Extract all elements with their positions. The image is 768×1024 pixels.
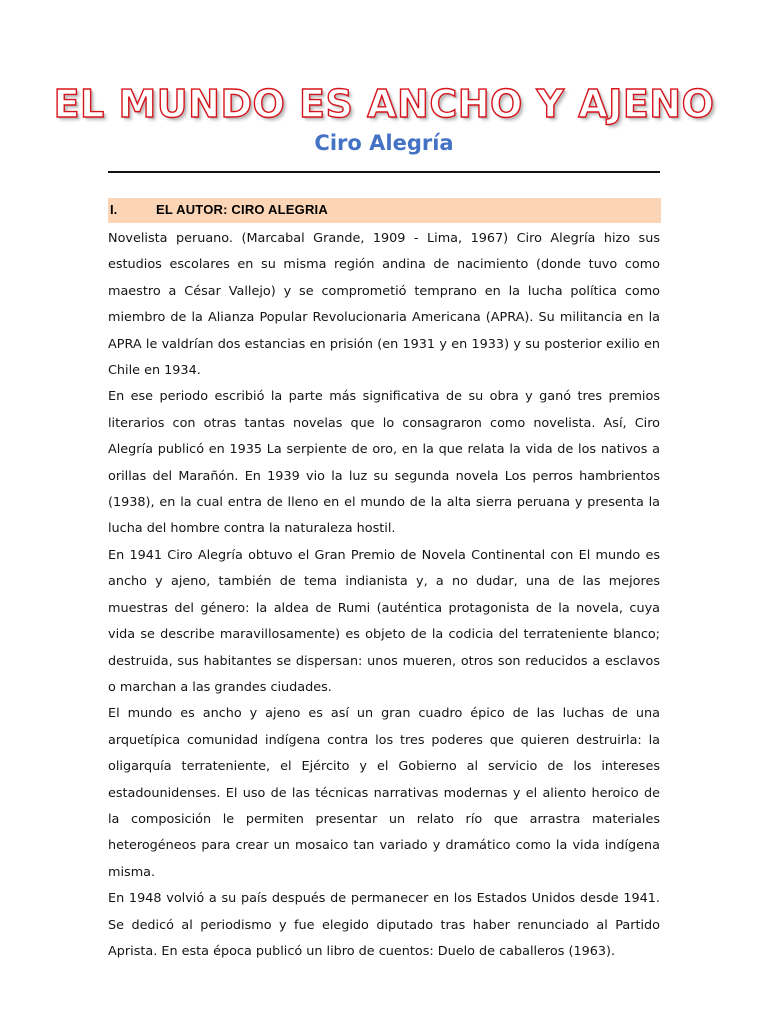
section-title: EL AUTOR: CIRO ALEGRIA [156,202,328,217]
author-subtitle: Ciro Alegría [314,131,454,155]
document-title: EL MUNDO ES ANCHO Y AJENO [53,82,715,126]
section-header [108,198,661,223]
title-divider [108,171,660,173]
section-number: I. [110,202,118,217]
paragraph-2: En ese periodo escribió la parte más significativa de su obra y ganó tres premios literarios con otras tantas novelas que lo consagraron como novelista. Así, Ciro Alegría publicó en 1935 La serpiente de oro, en la que relata la vida de los nativos a orillas del Marañón. En 1939 vio la luz su segunda novela Los perros hambrientos (1938), en la cual entra de lleno en el mundo de la alta sierra peruana y presenta la lucha del hombre contra la naturaleza hostil. [108,389,660,537]
paragraph-3: En 1941 Ciro Alegría obtuvo el Gran Premio de Novela Continental con El mundo es ancho y ajeno, también de tema indianista y, a no dudar, una de las mejores muestras del género: la aldea de Rumi (auténtica protagonista de la novela, cuya vida se describe maravillosamente) es objeto de la codicia del terrateniente blanco; destruida, sus habitantes se dispersan: unos mueren, otros son reducidos a esclavos o marchan a las grandes ciudades. [108,547,660,695]
paragraph-5: En 1948 volvió a su país después de permanecer en los Estados Unidos desde 1941. Se dedicó al periodismo y fue elegido diputado tras haber renunciado al Partido Aprista. En esta época publicó un libro de cuentos: Duelo de caballeros (1963). [108,891,660,959]
paragraph-4: El mundo es ancho y ajeno es así un gran cuadro épico de las luchas de una arquetípica comunidad indígena contra los tres poderes que quieren destruirla: la oligarquía terrateniente, el Ejército y el Gobierno al servicio de los intereses estadounidenses. El uso de las técnicas narrativas modernas y el aliento heroico de la composición le permiten presentar un relato río que arrastra materiales heterogéneos para crear un mosaico tan variado y dramático como la vida indígena misma. [108,706,660,880]
body-text [108,226,660,965]
paragraph-1: Novelista peruano. (Marcabal Grande, 1909 - Lima, 1967) Ciro Alegría hizo sus estudios escolares en su misma región andina de nacimiento (donde tuvo como maestro a César Vallejo) y se comprometió temprano en la lucha política como miembro de la Alianza Popular Revolucionaria Americana (APRA). Su militancia en la APRA le valdrían dos estancias en prisión (en 1931 y en 1933) y su posterior exilio en Chile en 1934. [108,231,660,379]
